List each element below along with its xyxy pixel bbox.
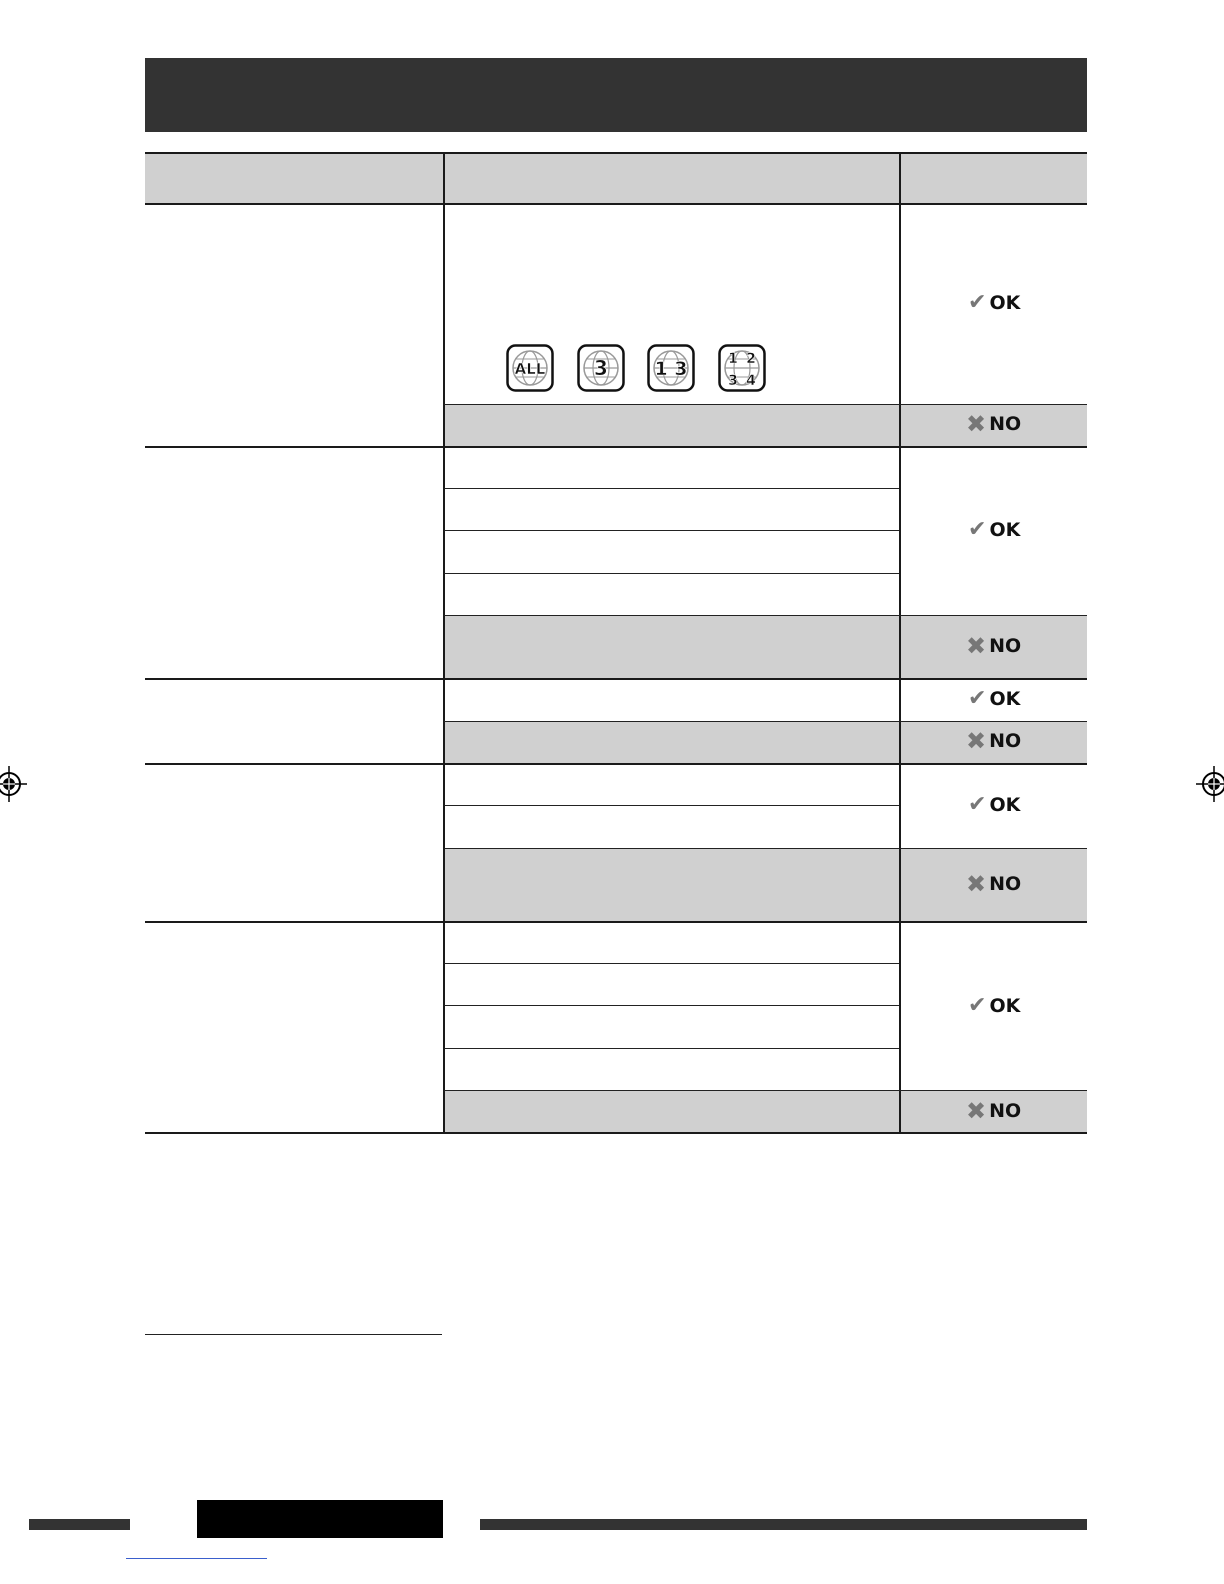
- region-digit: 4: [746, 373, 756, 389]
- table-rule: [145, 203, 1087, 205]
- column-divider: [899, 152, 901, 1133]
- region-3-label: 3: [594, 356, 608, 380]
- region-digit: 2: [746, 351, 756, 367]
- check-icon: ✔: [968, 993, 987, 1018]
- check-icon: ✔: [968, 290, 987, 315]
- region-digit: 1: [728, 351, 738, 367]
- check-icon: ✔: [968, 792, 987, 817]
- footnote-divider: [145, 1334, 442, 1335]
- region-all-icon: [506, 344, 554, 392]
- table-rule: [145, 1132, 1087, 1134]
- no-label: NO: [989, 873, 1022, 895]
- footer-page-tab: [197, 1500, 443, 1538]
- ok-label: OK: [989, 995, 1021, 1017]
- ok-badge: [968, 794, 1020, 816]
- table-rule: [444, 848, 1087, 849]
- ok-label: OK: [989, 292, 1021, 314]
- table-rule: [444, 488, 899, 489]
- no-label: NO: [989, 1100, 1022, 1122]
- ok-badge: [968, 292, 1020, 314]
- table-rule: [145, 152, 1087, 154]
- table-rule: [145, 446, 1087, 448]
- table-rule: [444, 805, 899, 806]
- table-rule: [145, 763, 1087, 765]
- table-rule: [444, 1005, 899, 1006]
- section-title-bar: [145, 58, 1087, 132]
- ok-badge: [968, 995, 1020, 1017]
- ok-label: OK: [989, 688, 1021, 710]
- region-digit: 3: [728, 373, 738, 389]
- region-1-3-icon: [647, 344, 695, 392]
- registration-mark-icon: [1196, 766, 1224, 802]
- table-rule: [444, 721, 1087, 722]
- table-rule: [444, 404, 1087, 405]
- table-rule: [444, 1090, 1087, 1091]
- no-label: NO: [989, 635, 1022, 657]
- table-rule: [145, 921, 1087, 923]
- cross-icon: ✖: [966, 632, 987, 660]
- ok-label: OK: [989, 794, 1021, 816]
- table-header-row: [145, 152, 1087, 203]
- footer-bar-left: [29, 1519, 130, 1530]
- region-3-icon: [577, 344, 625, 392]
- no-label: NO: [989, 413, 1022, 435]
- footer-bar-right: [480, 1519, 1087, 1530]
- cross-icon: ✖: [966, 727, 987, 755]
- no-badge: [966, 634, 1021, 658]
- cross-icon: ✖: [966, 870, 987, 898]
- table-rule: [444, 615, 1087, 616]
- region-1-2-3-4-icon: [718, 344, 766, 392]
- table-rule: [444, 530, 899, 531]
- registration-mark-icon: [0, 766, 27, 802]
- region-1-3-label: 1 3: [654, 358, 688, 380]
- ok-badge: [968, 519, 1020, 541]
- column-divider: [443, 152, 445, 1133]
- check-icon: ✔: [968, 686, 987, 711]
- check-icon: ✔: [968, 517, 987, 542]
- cross-icon: ✖: [966, 410, 987, 438]
- no-badge: [966, 729, 1021, 753]
- ok-badge: [968, 688, 1020, 710]
- no-badge: [966, 872, 1021, 896]
- cross-icon: ✖: [966, 1097, 987, 1125]
- table-rule: [444, 573, 899, 574]
- ok-label: OK: [989, 519, 1021, 541]
- no-badge: [966, 412, 1021, 436]
- no-label: NO: [989, 730, 1022, 752]
- footer-underline: [126, 1558, 267, 1559]
- table-rule: [444, 963, 899, 964]
- table-rule: [145, 678, 1087, 680]
- no-badge: [966, 1099, 1021, 1123]
- table-rule: [444, 1048, 899, 1049]
- region-all-label: ALL: [514, 360, 546, 378]
